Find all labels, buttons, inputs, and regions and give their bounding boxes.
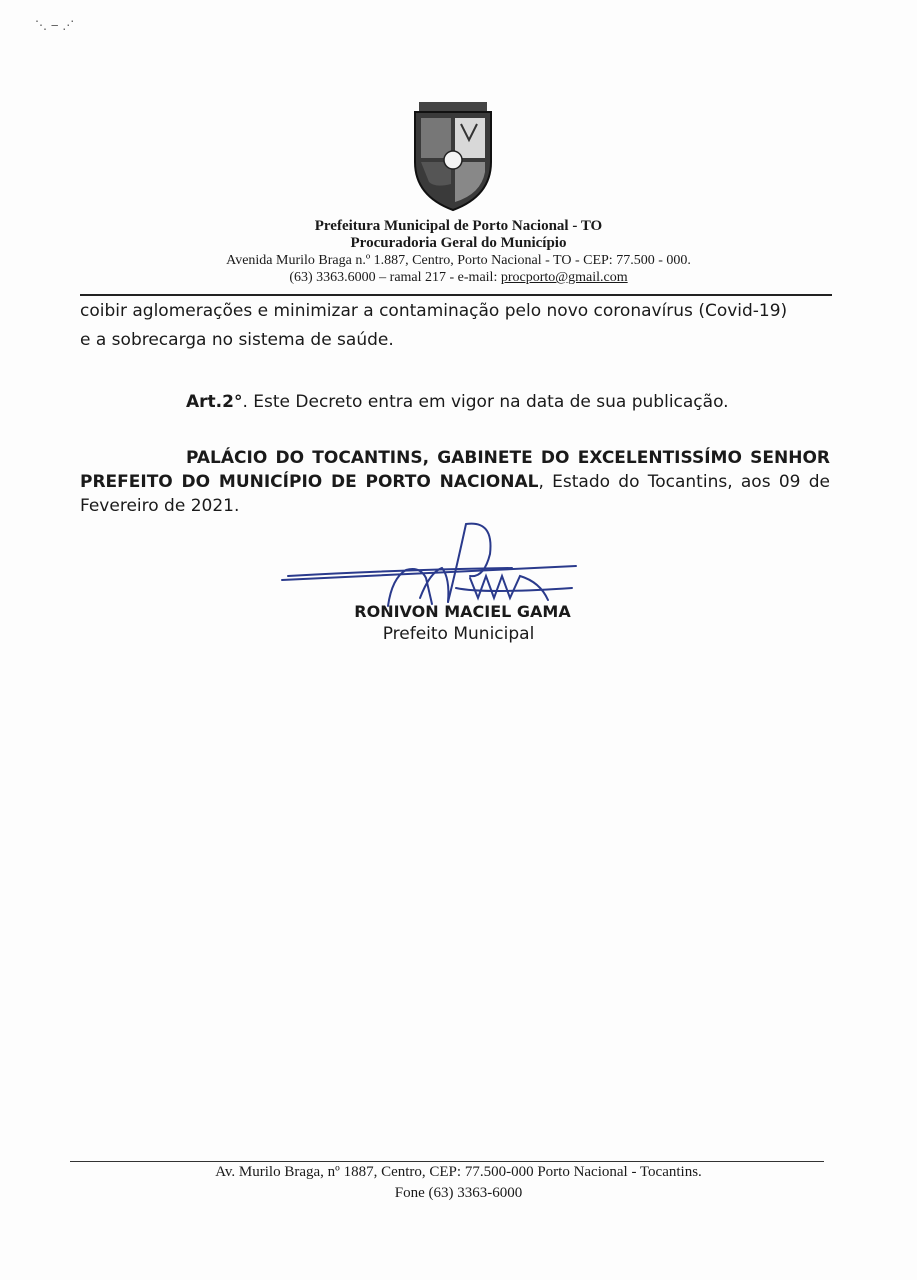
header-organization: Prefeitura Municipal de Porto Nacional - TO (314, 218, 603, 234)
closing-paragraph (80, 446, 830, 518)
municipal-coat-of-arms-icon (411, 100, 495, 212)
article-label: Art.2° (186, 392, 243, 412)
header-contact (0, 270, 917, 286)
article-text: . Este Decreto entra em vigor na data de sua publicação. (242, 392, 729, 412)
paragraph-line: coibir aglomerações e minimizar a contaminação pelo novo coronavírus (Covid-19) (80, 301, 788, 321)
footer-phone: Fone (63) 3363-6000 (394, 1185, 523, 1201)
header-address: Avenida Murilo Braga n.º 1.887, Centro, Porto Nacional - TO - CEP: 77.500 - 000. (226, 253, 691, 268)
article-2 (186, 392, 729, 412)
footer-divider (70, 1161, 824, 1162)
header-email-link[interactable]: procporto@gmail.com (500, 270, 628, 285)
header-department: Procuradoria Geral do Município (350, 235, 567, 251)
closing-bold-text: PALÁCIO DO TOCANTINS, GABINETE DO EXCELENTISSÍMO SENHOR PREFEITO DO MUNICÍPIO DE PORTO NACIONAL (80, 448, 830, 492)
paragraph-line: e a sobrecarga no sistema de saúde. (80, 330, 394, 350)
scan-artifact-icon: ⋱ ‒ ⋰ (35, 18, 75, 32)
closing-text: , Estado do Tocantins, aos 09 de Fevereiro de 2021. (80, 472, 830, 516)
signer-name: RONIVON MACIEL GAMA (354, 602, 571, 621)
footer-address: Av. Murilo Braga, nº 1887, Centro, CEP: 77.500-000 Porto Nacional - Tocantins. (215, 1164, 702, 1180)
signer-title: Prefeito Municipal (382, 624, 535, 644)
header-phone: (63) 3363.6000 – ramal 217 - e-mail: (289, 270, 501, 285)
